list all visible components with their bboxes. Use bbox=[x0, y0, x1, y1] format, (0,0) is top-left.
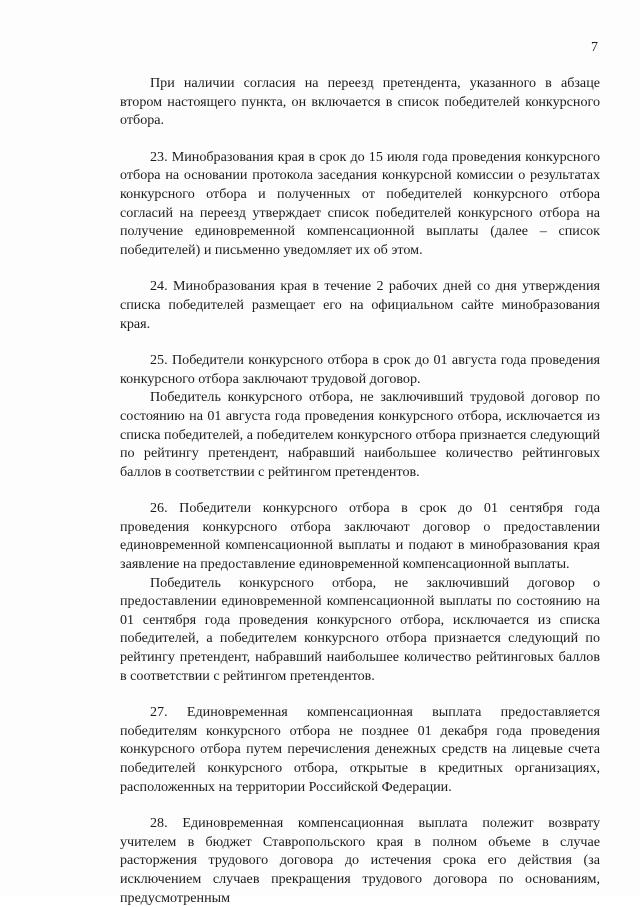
paragraph-26-exclusion: Победитель конкурсного отбора, не заключивший договор о предоставлении единовременной компенсационной выплаты по состоянию на 01 сентября года проведения конкурсного отбора, исключается из списка победителей, а победителем конкурсного отбора признается следующий по рейтингу претендент, набравший наибольшее количество рейтинговых баллов в соответствии с рейтингом претендентов. bbox=[120, 574, 600, 684]
paragraph-26-payment-agreement: 26. Победители конкурсного отбора в срок до 01 сентября года проведения конкурсного отбора заключают договор о предоставлении единовременной компенсационной выплаты и подают в минобразования края заявление на предоставление единовременной компенсационной выплаты. bbox=[120, 500, 600, 573]
paragraph-consent-inclusion: При наличии согласия на переезд претендента, указанного в абзаце втором настоящего пункта, он включается в список победителей конкурсного отбора. bbox=[120, 75, 600, 129]
paragraph-27-payment-deadline: 27. Единовременная компенсационная выплата предоставляется победителям конкурсного отбора не позднее 01 декабря года проведения конкурсного отбора путем перечисления денежных средств на лицевые счета победителей конкурсного отбора, открытые в кредитных организациях, расположенных на территории Российской Федерации. bbox=[120, 704, 600, 795]
paragraph-25-exclusion: Победитель конкурсного отбора, не заключивший трудовой договор по состоянию на 01 августа года проведения конкурсного отбора, исключается из списка победителей, а победителем конкурсного отбора признается следующий по рейтингу претендент, набравший наибольшее количество рейтинговых баллов в соответствии с рейтингом претендентов. bbox=[120, 389, 600, 480]
paragraph-23-approval: 23. Минобразования края в срок до 15 июля года проведения конкурсного отбора на основании протокола заседания конкурсной комиссии о результатах конкурсного отбора и полученных от победителей конкурсного отбора согласий на переезд утверждает список победителей конкурсного отбора на получение единовременной компенсационной выплаты (далее – список победителей) и письменно уведомляет их об этом. bbox=[120, 148, 600, 258]
paragraph-24-publication: 24. Минобразования края в течение 2 рабочих дней со дня утверждения списка победителей размещает его на официальном сайте минобразования края. bbox=[120, 278, 600, 332]
document-body bbox=[120, 74, 600, 907]
page-number: 7 bbox=[591, 40, 598, 55]
paragraph-28-refund: 28. Единовременная компенсационная выплата полежит возврату учителем в бюджет Ставропольского края в полном объеме в случае расторжения трудового договора до истечения срока его действия (за исключением случаев прекращения трудового договора по основаниям, предусмотренным bbox=[120, 815, 600, 906]
paragraph-25-contract: 25. Победители конкурсного отбора в срок до 01 августа года проведения конкурсного отбора заключают трудовой договор. bbox=[120, 352, 600, 387]
